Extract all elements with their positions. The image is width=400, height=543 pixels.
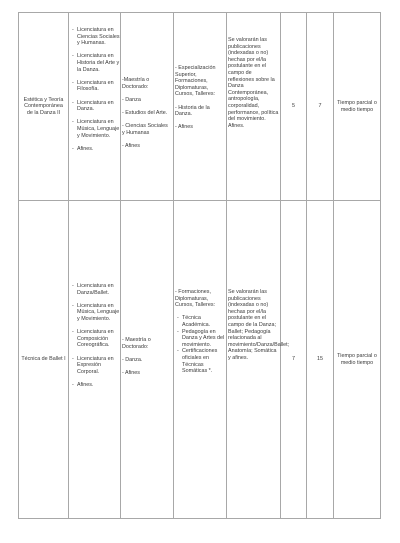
degree-item: - Licenciatura en Expresión Corporal. bbox=[69, 356, 120, 376]
training-cell bbox=[174, 201, 227, 519]
subject-name: Técnica de Ballet I bbox=[21, 356, 66, 363]
value-a: 5 bbox=[292, 103, 295, 110]
degree-item: - Licenciatura en Música, Lenguaje y Movimiento. bbox=[69, 119, 120, 139]
training-item: - Técnica Académica. bbox=[174, 315, 226, 328]
dedication-cell bbox=[334, 201, 381, 519]
postgrad-item: - Ciencias Sociales y Humanas bbox=[122, 123, 168, 136]
training-item: - Afines bbox=[175, 124, 193, 131]
degrees-cell bbox=[69, 201, 121, 519]
publications-cell bbox=[227, 13, 281, 201]
publications-cell bbox=[227, 201, 290, 519]
value-b: 15 bbox=[317, 356, 323, 363]
degree-item: - Licenciatura en Danza. bbox=[69, 100, 120, 113]
subject-cell bbox=[19, 13, 69, 201]
subject-name: Estética y Teoría Contemporánea de la Danza II bbox=[23, 96, 64, 116]
postgrad-item: -Maestría o Doctorado: bbox=[122, 77, 150, 90]
postgrad-item: - Danza. bbox=[122, 356, 143, 363]
dedication-cell bbox=[334, 13, 381, 201]
publications-text: Se valorarán las publicaciones (indexadas o no) hechas por el/la postulante en el campo de reflexiones sobre la Danza Contemporánea, antropología, corporalidad, performance, política del movimiento. Afines. bbox=[228, 37, 279, 129]
postgrad-item: - Maestría o Doctorado: bbox=[122, 337, 151, 350]
value-a-cell bbox=[281, 201, 307, 519]
table-row bbox=[19, 201, 381, 519]
postgrad-cell bbox=[121, 13, 174, 201]
training-item: - Historia de la Danza. bbox=[175, 104, 210, 118]
dedication-text: Tiempo parcial o medio tiempo bbox=[337, 352, 377, 366]
requirements-table bbox=[18, 12, 381, 519]
training-cell bbox=[174, 13, 227, 201]
degree-item: - Licenciatura en Historia del Arte y la Danza. bbox=[69, 53, 120, 73]
value-a-cell bbox=[281, 13, 307, 201]
degree-item: - Licenciatura en Composición Coreográfica. bbox=[69, 329, 120, 349]
training-item: - Pedagogía en Danza y Artes del movimiento. bbox=[174, 329, 226, 349]
degrees-cell bbox=[69, 13, 121, 201]
degree-item: - Licenciatura en Danza/Ballet. bbox=[69, 283, 120, 296]
postgrad-item: - Danza bbox=[122, 96, 141, 103]
training-intro: - Formaciones, Diplomaturas, Cursos, Talleres: bbox=[175, 289, 216, 309]
training-item: - Especialización Superior, Formaciones, Diplomaturas, Cursos, Talleres: bbox=[175, 65, 216, 98]
degree-item: - Licenciatura en Filosofía. bbox=[69, 80, 120, 93]
table-row bbox=[19, 13, 381, 201]
value-b-cell bbox=[307, 13, 334, 201]
subject-cell bbox=[19, 201, 69, 519]
postgrad-item: - Afines bbox=[122, 142, 140, 149]
value-a: 7 bbox=[292, 356, 295, 363]
value-b: 7 bbox=[318, 103, 322, 110]
postgrad-item: - Estudios del Arte. bbox=[122, 109, 168, 116]
dedication-text: Tiempo parcial o medio tiempo bbox=[337, 99, 377, 113]
degree-item: - Afines. bbox=[69, 382, 120, 389]
publications-text: Se valorarán las publicaciones (indexadas o no) hechas por el/la postulante en el campo de la Danza; Ballet; Pedagogía relacionada al movimiento/Danza/Ballet; Anatomía; Somática y afines. bbox=[228, 289, 290, 361]
training-item: - Certificaciones oficiales en Técnicas Somáticas *. bbox=[174, 348, 226, 374]
degree-item: - Afines. bbox=[69, 146, 120, 153]
postgrad-cell bbox=[121, 201, 174, 519]
degree-item: - Licenciatura en Ciencias Sociales y Humanas. bbox=[69, 27, 120, 47]
postgrad-item: - Afines bbox=[122, 369, 140, 376]
degree-item: - Licenciatura en Música, Lenguaje y Movimiento. bbox=[69, 303, 120, 323]
value-b-cell bbox=[307, 201, 334, 519]
